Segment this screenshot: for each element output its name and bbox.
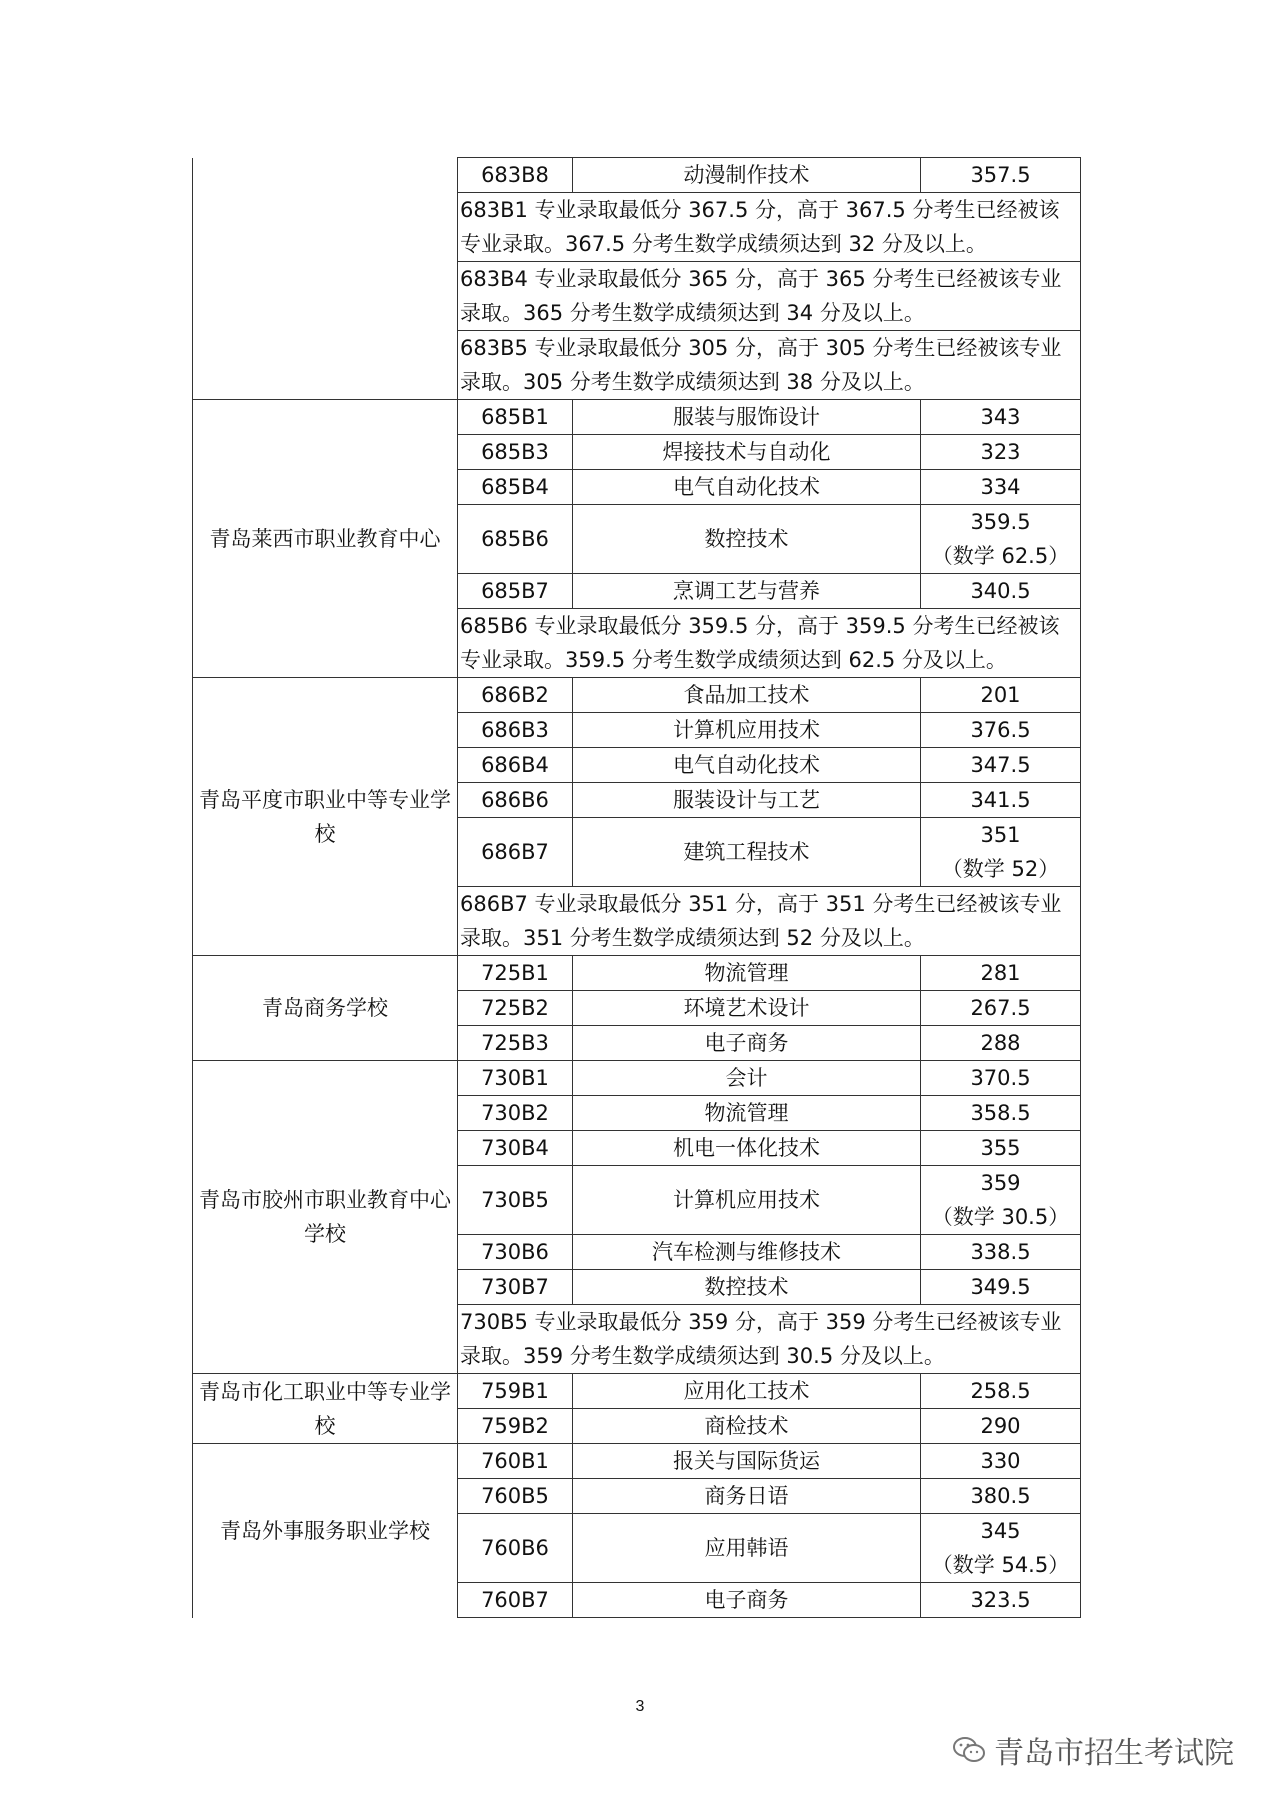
score-cell: [921, 1026, 1081, 1061]
school-name-cell: 青岛平度市职业中等专业学校: [193, 678, 458, 956]
score-value: 370.5: [970, 1066, 1031, 1090]
score-value: 334: [980, 475, 1021, 499]
score-cell: [921, 748, 1081, 783]
table-row: [193, 400, 1081, 435]
page-number: 3: [635, 1698, 645, 1715]
major-code-cell: 730B2: [458, 1096, 573, 1131]
major-code-cell: 686B6: [458, 783, 573, 818]
major-name-cell: 计算机应用技术: [573, 713, 921, 748]
score-value: 347.5: [970, 753, 1031, 777]
school-name-cell: 青岛市化工职业中等专业学校: [193, 1374, 458, 1444]
major-name-cell: 汽车检测与维修技术: [573, 1235, 921, 1270]
score-cell: [921, 1514, 1081, 1583]
wechat-icon: [952, 1736, 986, 1764]
school-name-cell: [193, 158, 458, 400]
score-value: 341.5: [970, 788, 1031, 812]
major-code-cell: 760B5: [458, 1479, 573, 1514]
score-cell: [921, 1444, 1081, 1479]
table-row: [193, 1374, 1081, 1409]
watermark-text: 青岛市招生考试院: [994, 1736, 1234, 1771]
major-name-cell: 电子商务: [573, 1026, 921, 1061]
school-name-cell: 青岛莱西市职业教育中心: [193, 400, 458, 678]
major-name-cell: 食品加工技术: [573, 678, 921, 713]
math-requirement: （数学 62.5）: [931, 544, 1070, 568]
major-code-cell: 685B1: [458, 400, 573, 435]
admission-note: 683B4 专业录取最低分 365 分，高于 365 分考生已经被该专业录取。365 分考生数学成绩须达到 34 分及以上。: [458, 262, 1081, 331]
score-cell: [921, 956, 1081, 991]
score-value: 323.5: [970, 1588, 1031, 1612]
score-cell: [921, 991, 1081, 1026]
score-cell: [921, 400, 1081, 435]
admission-note: 686B7 专业录取最低分 351 分，高于 351 分考生已经被该专业录取。351 分考生数学成绩须达到 52 分及以上。: [458, 887, 1081, 956]
major-code-cell: 686B2: [458, 678, 573, 713]
major-name-cell: 数控技术: [573, 1270, 921, 1305]
math-requirement: （数学 54.5）: [931, 1553, 1070, 1577]
score-value: 258.5: [970, 1379, 1031, 1403]
major-name-cell: 计算机应用技术: [573, 1166, 921, 1235]
admission-note: 683B5 专业录取最低分 305 分，高于 305 分考生已经被该专业录取。305 分考生数学成绩须达到 38 分及以上。: [458, 331, 1081, 400]
school-name-cell: 青岛市胶州市职业教育中心学校: [193, 1061, 458, 1374]
school-name-cell: 青岛商务学校: [193, 956, 458, 1061]
major-code-cell: 730B1: [458, 1061, 573, 1096]
major-name-cell: 数控技术: [573, 505, 921, 574]
major-code-cell: 730B6: [458, 1235, 573, 1270]
major-code-cell: 760B1: [458, 1444, 573, 1479]
score-value: 355: [980, 1136, 1021, 1160]
major-code-cell: 685B6: [458, 505, 573, 574]
table-row: [193, 1444, 1081, 1479]
major-name-cell: 报关与国际货运: [573, 1444, 921, 1479]
score-cell: [921, 574, 1081, 609]
major-name-cell: 焊接技术与自动化: [573, 435, 921, 470]
score-cell: [921, 1096, 1081, 1131]
admission-note: 730B5 专业录取最低分 359 分，高于 359 分考生已经被该专业录取。359 分考生数学成绩须达到 30.5 分及以上。: [458, 1305, 1081, 1374]
score-cell: [921, 678, 1081, 713]
major-code-cell: 725B2: [458, 991, 573, 1026]
major-name-cell: 电气自动化技术: [573, 470, 921, 505]
major-name-cell: 电子商务: [573, 1583, 921, 1618]
major-name-cell: 会计: [573, 1061, 921, 1096]
school-name-cell: 青岛外事服务职业学校: [193, 1444, 458, 1618]
major-name-cell: 烹调工艺与营养: [573, 574, 921, 609]
admission-note: 683B1 专业录取最低分 367.5 分，高于 367.5 分考生已经被该专业录取。367.5 分考生数学成绩须达到 32 分及以上。: [458, 193, 1081, 262]
score-cell: [921, 713, 1081, 748]
major-code-cell: 686B7: [458, 818, 573, 887]
score-cell: [921, 783, 1081, 818]
score-value: 281: [980, 961, 1021, 985]
major-code-cell: 730B7: [458, 1270, 573, 1305]
score-value: 201: [980, 683, 1021, 707]
major-code-cell: 686B3: [458, 713, 573, 748]
table-row: [193, 1061, 1081, 1096]
major-name-cell: 物流管理: [573, 1096, 921, 1131]
score-cell: [921, 1061, 1081, 1096]
major-name-cell: 建筑工程技术: [573, 818, 921, 887]
score-value: 338.5: [970, 1240, 1031, 1264]
major-code-cell: 725B3: [458, 1026, 573, 1061]
major-name-cell: 商务日语: [573, 1479, 921, 1514]
table-row: [193, 158, 1081, 193]
score-value: 267.5: [970, 996, 1031, 1020]
score-value: 349.5: [970, 1275, 1031, 1299]
major-code-cell: 760B7: [458, 1583, 573, 1618]
major-name-cell: 应用化工技术: [573, 1374, 921, 1409]
score-value: 380.5: [970, 1484, 1031, 1508]
score-cell: [921, 505, 1081, 574]
score-value: 359.5: [970, 510, 1031, 534]
table-row: [193, 956, 1081, 991]
major-code-cell: 685B7: [458, 574, 573, 609]
score-value: 345: [980, 1519, 1021, 1543]
major-code-cell: 683B8: [458, 158, 573, 193]
score-cell: [921, 1409, 1081, 1444]
score-cell: [921, 1583, 1081, 1618]
score-cell: [921, 158, 1081, 193]
major-code-cell: 730B4: [458, 1131, 573, 1166]
major-code-cell: 685B4: [458, 470, 573, 505]
major-name-cell: 物流管理: [573, 956, 921, 991]
math-requirement: （数学 52）: [941, 857, 1060, 881]
score-cell: [921, 1131, 1081, 1166]
admission-table-page: [192, 157, 1081, 1618]
score-value: 330: [980, 1449, 1021, 1473]
score-cell: [921, 1235, 1081, 1270]
score-value: 340.5: [970, 579, 1031, 603]
admission-score-table: [192, 157, 1081, 1618]
score-cell: [921, 435, 1081, 470]
score-value: 343: [980, 405, 1021, 429]
major-name-cell: 电气自动化技术: [573, 748, 921, 783]
score-cell: [921, 1166, 1081, 1235]
score-cell: [921, 1270, 1081, 1305]
score-value: 351: [980, 823, 1021, 847]
table-row: [193, 678, 1081, 713]
major-name-cell: 商检技术: [573, 1409, 921, 1444]
score-cell: [921, 470, 1081, 505]
major-name-cell: 机电一体化技术: [573, 1131, 921, 1166]
score-value: 290: [980, 1414, 1021, 1438]
score-value: 359: [980, 1171, 1021, 1195]
major-code-cell: 759B1: [458, 1374, 573, 1409]
score-value: 357.5: [970, 163, 1031, 187]
major-name-cell: 动漫制作技术: [573, 158, 921, 193]
major-code-cell: 686B4: [458, 748, 573, 783]
major-code-cell: 725B1: [458, 956, 573, 991]
major-name-cell: 服装与服饰设计: [573, 400, 921, 435]
major-code-cell: 760B6: [458, 1514, 573, 1583]
score-cell: [921, 818, 1081, 887]
major-name-cell: 应用韩语: [573, 1514, 921, 1583]
major-code-cell: 730B5: [458, 1166, 573, 1235]
score-value: 323: [980, 440, 1021, 464]
score-value: 358.5: [970, 1101, 1031, 1125]
score-cell: [921, 1479, 1081, 1514]
wechat-watermark: [952, 1728, 1234, 1772]
major-code-cell: 759B2: [458, 1409, 573, 1444]
major-name-cell: 服装设计与工艺: [573, 783, 921, 818]
math-requirement: （数学 30.5）: [931, 1205, 1070, 1229]
admission-note: 685B6 专业录取最低分 359.5 分，高于 359.5 分考生已经被该专业录取。359.5 分考生数学成绩须达到 62.5 分及以上。: [458, 609, 1081, 678]
major-name-cell: 环境艺术设计: [573, 991, 921, 1026]
score-cell: [921, 1374, 1081, 1409]
score-value: 288: [980, 1031, 1021, 1055]
major-code-cell: 685B3: [458, 435, 573, 470]
score-value: 376.5: [970, 718, 1031, 742]
